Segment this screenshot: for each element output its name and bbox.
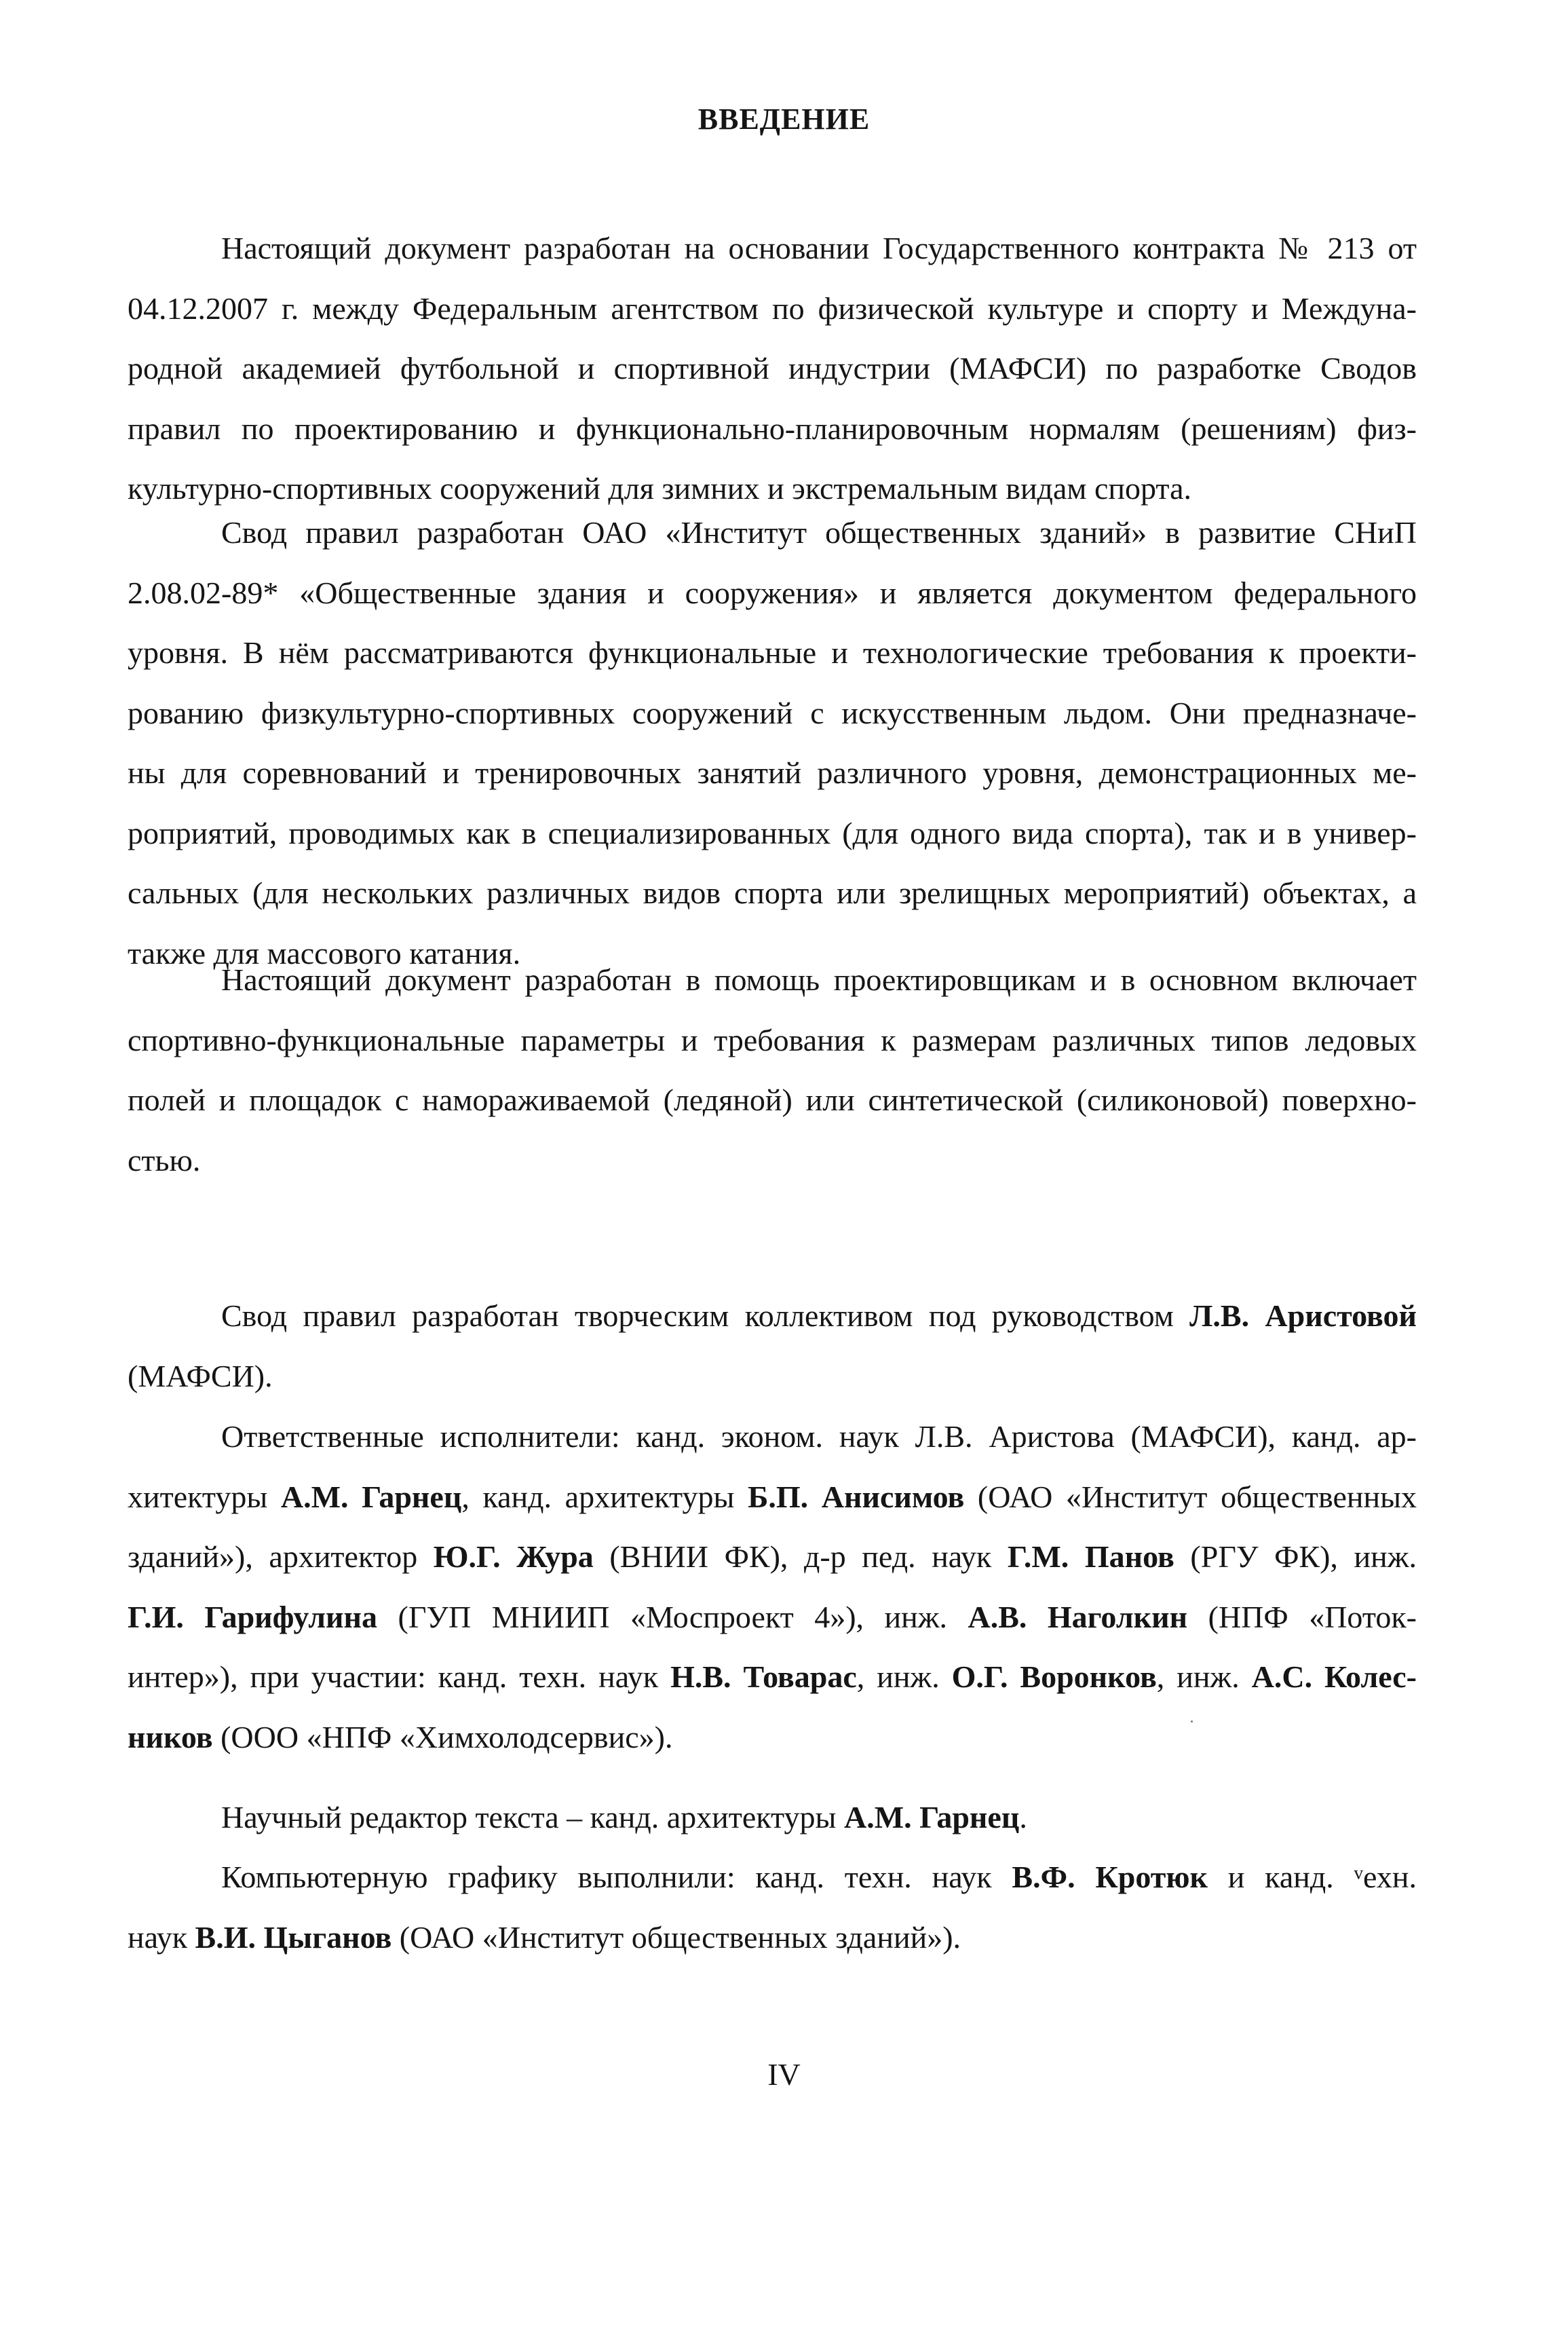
author-name: Г.И. Гарифулина — [128, 1599, 378, 1634]
text-line — [128, 1908, 1417, 1968]
author-name: А.С. Колес- — [1251, 1659, 1417, 1694]
text-segment: (РГУ ФК), инж. — [1174, 1539, 1417, 1574]
text-line: родной академией футбольной и спортивной индустрии (МАФСИ) по разработке Сводов — [128, 351, 1417, 385]
text-segment: зданий»), архитектор — [128, 1539, 434, 1574]
scan-speck — [1191, 1720, 1193, 1723]
paragraph-graphics — [128, 1847, 1417, 1968]
paragraph-authors-lead — [128, 1286, 1417, 1406]
text-line: уровня. В нём рассматриваются функциональные и технологические требования к проекти- — [128, 635, 1417, 670]
page-number: IV — [767, 2057, 801, 2092]
author-name: Г.М. Панов — [1007, 1539, 1174, 1574]
text-line — [128, 1587, 1417, 1648]
text-line: (МАФСИ). — [128, 1358, 273, 1393]
text-line: спортивно-функциональные параметры и требования к размерам различных типов ледовых — [128, 1022, 1417, 1057]
text-segment: Научный редактор текста – канд. архитектуры — [221, 1800, 844, 1834]
author-name: Н.В. Товарас — [670, 1659, 857, 1694]
text-line — [128, 1467, 1417, 1528]
text-line: правил по проектированию и функционально-планировочным нормалям (решениям) физ- — [128, 411, 1417, 446]
page-title: ВВЕДЕНИЕ — [697, 102, 871, 136]
text-segment: , инж. — [856, 1659, 952, 1694]
text-line: Настоящий документ разработан на основании Государственного контракта № 213 от — [221, 231, 1417, 265]
text-line: ны для соревнований и тренировочных занятий различного уровня, демонстрационных ме- — [128, 755, 1417, 790]
text-line: сальных (для нескольких различных видов спорта или зрелищных мероприятий) объектах, а — [128, 876, 1417, 910]
text-line — [128, 1847, 1417, 1908]
text-segment: (ОАО «Институт общественных зданий»). — [391, 1919, 961, 1955]
text-segment: , инж. — [1156, 1659, 1252, 1694]
paragraph-rules — [128, 503, 1417, 983]
text-segment: (ГУП МНИИП «Моспроект 4»), инж. — [377, 1599, 968, 1634]
text-line: роприятий, проводимых как в специализированных (для одного вида спорта), так и в универ- — [128, 815, 1417, 850]
text-line: 2.08.02-89* «Общественные здания и сооружения» и является документом федерального — [128, 575, 1417, 610]
text-line — [128, 1788, 1417, 1848]
text-segment: Свод правил разработан творческим коллективом под руководством — [221, 1298, 1190, 1333]
paragraph-editor — [128, 1788, 1417, 1848]
text-line — [128, 1286, 1417, 1347]
text-line: также для массового катания. — [128, 935, 521, 971]
text-segment: . — [1019, 1800, 1027, 1834]
paragraph-purpose — [128, 950, 1417, 1190]
text-segment: хитектуры — [128, 1479, 281, 1514]
author-name: Л.В. Аристовой — [1189, 1298, 1417, 1333]
text-line: 04.12.2007 г. между Федеральным агентством по физической культуре и спорту и Междуна- — [128, 290, 1417, 326]
text-line: Ответственные исполнители: канд. эконом. наук Л.В. Аристова (МАФСИ), канд. ар- — [221, 1419, 1417, 1454]
text-segment: наук — [128, 1919, 195, 1955]
text-line: полей и площадок с намораживаемой (ледяной) или синтетической (силиконовой) поверхно- — [128, 1083, 1417, 1117]
author-name: Ю.Г. Жура — [433, 1539, 594, 1574]
text-line: рованию физкультурно-спортивных сооружений с искусственным льдом. Они предназначе- — [128, 695, 1417, 730]
text-segment: (ВНИИ ФК), д-р пед. наук — [593, 1539, 1008, 1574]
text-segment: (ОАО «Институт общественных — [964, 1479, 1417, 1514]
paragraph-executors — [128, 1407, 1417, 1767]
text-line — [128, 1527, 1417, 1587]
text-segment: , канд. архитектуры — [461, 1479, 748, 1514]
paragraph-contract — [128, 219, 1417, 519]
text-segment: интер»), при участии: канд. техн. наук — [128, 1659, 671, 1694]
author-name: О.Г. Воронков — [951, 1659, 1157, 1694]
text-segment: Компьютерную графику выполнили: канд. техн. наук — [221, 1860, 1012, 1894]
text-line: культурно-спортивных сооружений для зимних и экстремальным видам спорта. — [128, 471, 1191, 506]
text-line — [128, 1708, 1417, 1768]
text-line — [128, 1647, 1417, 1708]
author-name: А.М. Гарнец — [843, 1800, 1020, 1834]
text-line: Свод правил разработан ОАО «Институт общественных зданий» в развитие СНиП — [221, 515, 1417, 550]
author-name: ников — [128, 1719, 213, 1754]
author-name: А.В. Наголкин — [968, 1599, 1188, 1634]
author-name: Б.П. Анисимов — [747, 1479, 965, 1514]
text-segment: (НПФ «Поток- — [1187, 1599, 1417, 1634]
author-name: А.М. Гарнец — [280, 1479, 462, 1514]
author-name: В.Ф. Кротюк — [1012, 1860, 1208, 1894]
text-segment: (ООО «НПФ «Химхолодсервис»). — [212, 1719, 673, 1754]
text-line: стью. — [128, 1142, 201, 1178]
text-line: Настоящий документ разработан в помощь проектировщикам и в основном включает — [221, 962, 1417, 997]
text-segment: и канд. ᵛехн. — [1207, 1860, 1417, 1894]
author-name: В.И. Цыганов — [195, 1919, 392, 1955]
